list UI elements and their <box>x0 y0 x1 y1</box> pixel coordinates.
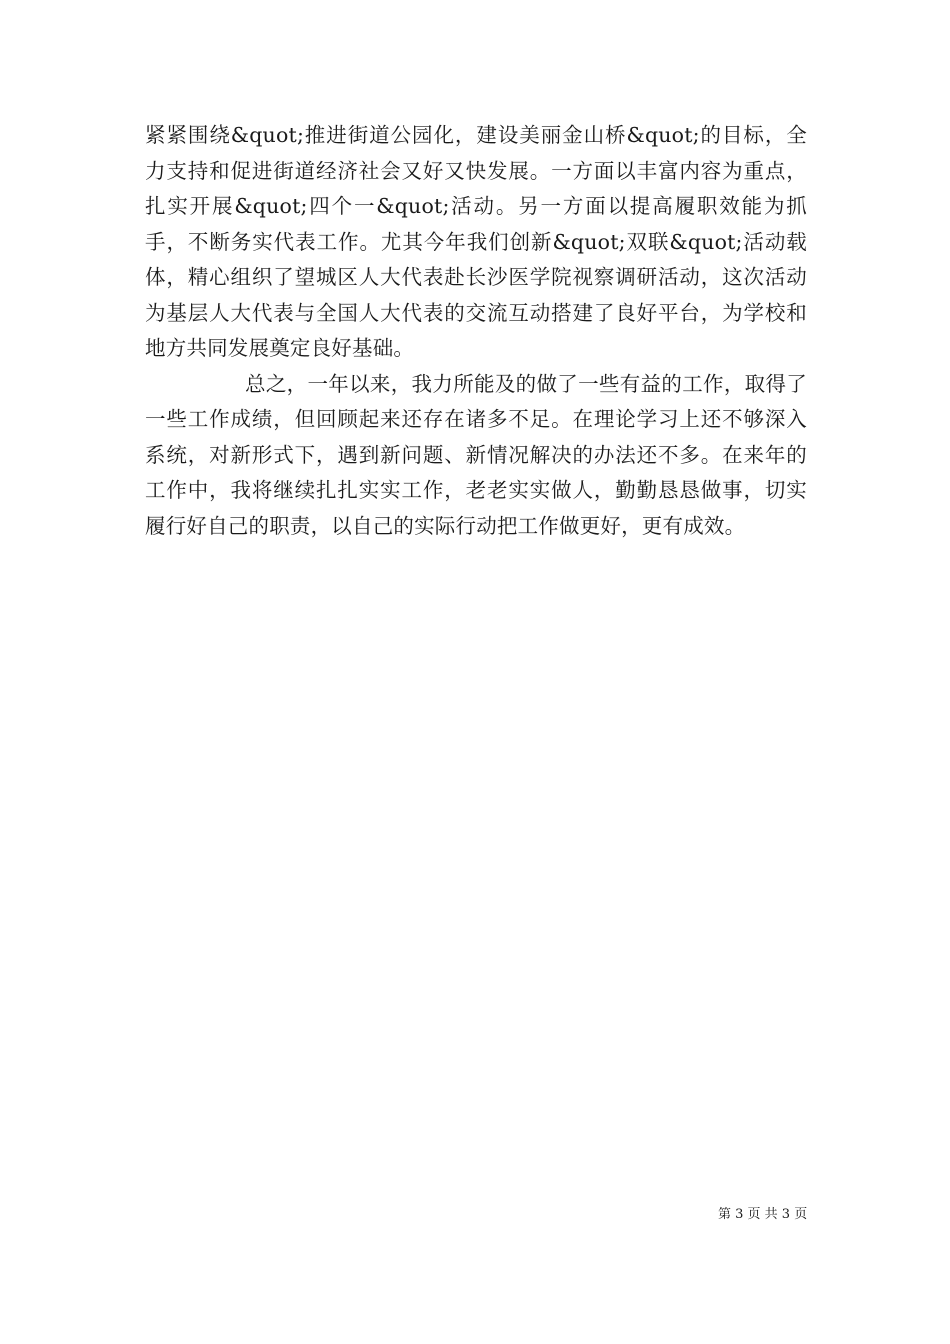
page-number-footer: 第 3 页 共 3 页 <box>718 1207 808 1222</box>
paragraph-2: 总之，一年以来，我力所能及的做了一些有益的工作，取得了一些工作成绩，但回顾起来还存在诸多不足。在理论学习上还不够深入系统，对新形式下，遇到新问题、新情况解决的办法还不多。在来年的工作中，我将继续扎扎实实工作，老老实实做人，勤勤恳恳做事，切实履行好自己的职责，以自己的实际行动把工作做更好，更有成效。 <box>145 371 807 538</box>
document-body <box>145 118 807 544</box>
paragraph-1: 紧紧围绕&quot;推进街道公园化，建设美丽金山桥&quot;的目标，全力支持和促进街道经济社会又好又快发展。一方面以丰富内容为重点，扎实开展&quot;四个一&quot;活动。另一方面以提高履职效能为抓手，不断务实代表工作。尤其今年我们创新&quot;双联&quot;活动载体，精心组织了望城区人大代表赴长沙医学院视察调研活动，这次活动为基层人大代表与全国人大代表的交流互动搭建了良好平台，为学校和地方共同发展奠定良好基础。 <box>145 123 807 360</box>
